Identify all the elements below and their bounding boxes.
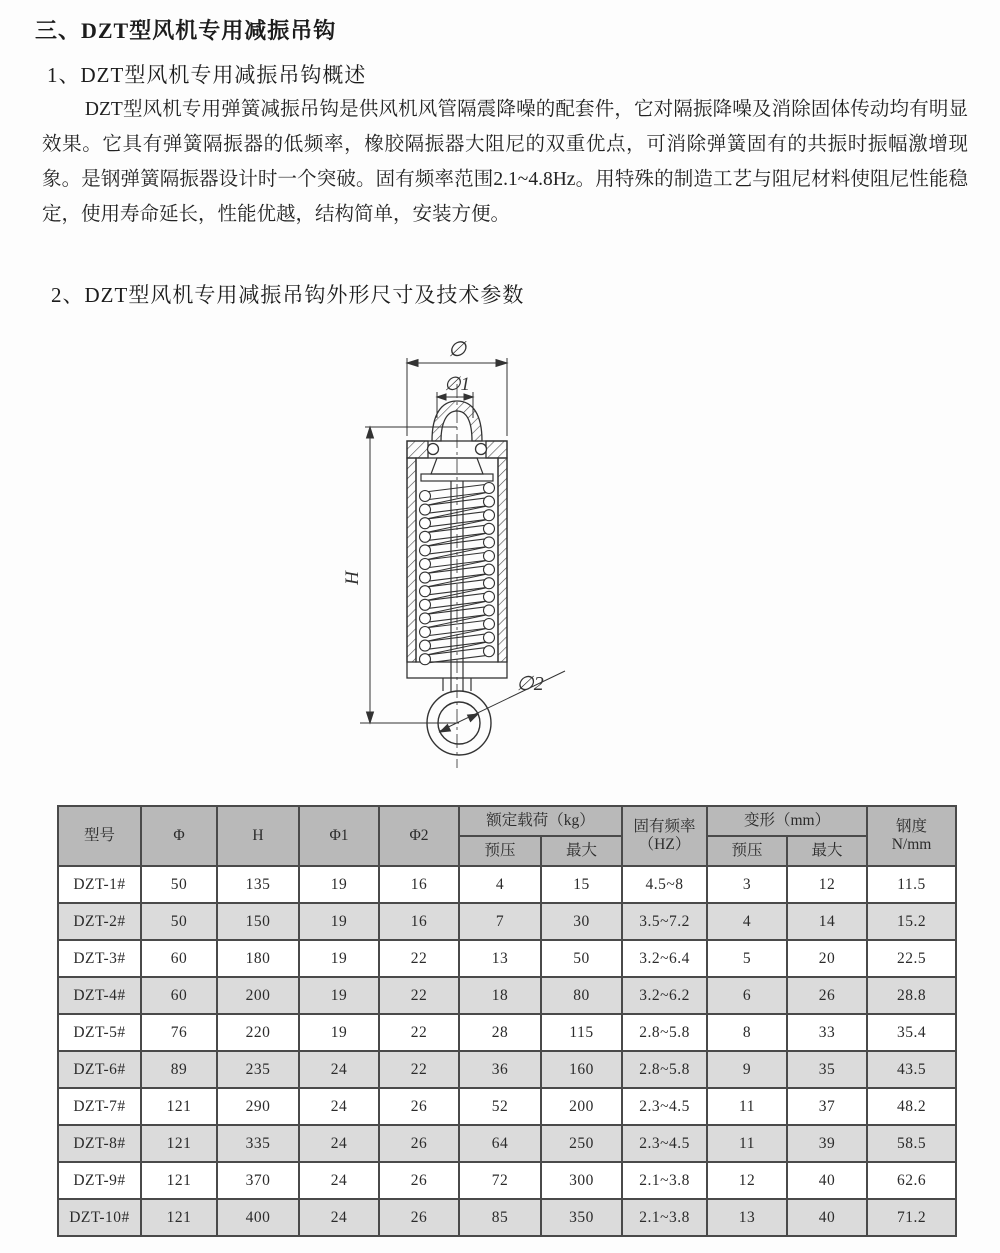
- col-header-load-max: 最大: [541, 836, 622, 866]
- table-cell: 80: [541, 977, 622, 1014]
- table-cell: 24: [299, 1162, 379, 1199]
- table-cell: 13: [459, 940, 541, 977]
- table-cell: 2.8~5.8: [622, 1051, 707, 1088]
- table-cell: 121: [141, 1125, 217, 1162]
- table-cell: 350: [541, 1199, 622, 1236]
- table-cell: 24: [299, 1199, 379, 1236]
- table-cell: 50: [141, 903, 217, 940]
- table-cell: 72: [459, 1162, 541, 1199]
- table-cell: 9: [707, 1051, 787, 1088]
- col-header-phi2: Φ2: [379, 806, 459, 866]
- table-cell: 28: [459, 1014, 541, 1051]
- table-cell: 4: [459, 866, 541, 903]
- col-header-phi: Φ: [141, 806, 217, 866]
- table-cell: 22.5: [867, 940, 956, 977]
- table-cell: 2.1~3.8: [622, 1199, 707, 1236]
- table-cell: 24: [299, 1125, 379, 1162]
- table-row: [58, 977, 956, 1014]
- table-cell: 50: [141, 866, 217, 903]
- table-cell: 370: [217, 1162, 299, 1199]
- table-cell: 64: [459, 1125, 541, 1162]
- table-cell: 19: [299, 866, 379, 903]
- table-cell: 2.1~3.8: [622, 1162, 707, 1199]
- table-cell: 2.3~4.5: [622, 1125, 707, 1162]
- col-header-natural-frequency: 固有频率 （HZ）: [622, 806, 707, 866]
- table-cell: 235: [217, 1051, 299, 1088]
- table-cell: 121: [141, 1162, 217, 1199]
- col-header-def-max: 最大: [787, 836, 867, 866]
- table-cell: 22: [379, 1051, 459, 1088]
- table-row: [58, 1051, 956, 1088]
- section1-heading: 1、DZT型风机专用减振吊钩概述: [47, 63, 367, 87]
- table-cell: 8: [707, 1014, 787, 1051]
- table-cell: DZT-3#: [58, 940, 141, 977]
- table-cell: 290: [217, 1088, 299, 1125]
- col-header-deformation: 变形（mm）: [707, 806, 867, 836]
- table-cell: 12: [707, 1162, 787, 1199]
- table-cell: 135: [217, 866, 299, 903]
- table-cell: 48.2: [867, 1088, 956, 1125]
- table-cell: 40: [787, 1199, 867, 1236]
- table-cell: 300: [541, 1162, 622, 1199]
- table-cell: 11.5: [867, 866, 956, 903]
- dim-label-phi2: ∅2: [516, 673, 544, 695]
- col-header-model: 型号: [58, 806, 141, 866]
- table-cell: 4.5~8: [622, 866, 707, 903]
- table-cell: 39: [787, 1125, 867, 1162]
- col-header-load-preload: 预压: [459, 836, 541, 866]
- table-row: [58, 1199, 956, 1236]
- table-cell: 12: [787, 866, 867, 903]
- col-header-rated-load: 额定载荷（kg）: [459, 806, 622, 836]
- table-cell: 16: [379, 903, 459, 940]
- table-cell: 36: [459, 1051, 541, 1088]
- table-cell: 3: [707, 866, 787, 903]
- table-cell: 5: [707, 940, 787, 977]
- table-cell: 26: [379, 1125, 459, 1162]
- table-cell: 150: [217, 903, 299, 940]
- table-cell: 24: [299, 1088, 379, 1125]
- table-cell: 60: [141, 940, 217, 977]
- table-cell: 16: [379, 866, 459, 903]
- table-cell: 19: [299, 903, 379, 940]
- table-cell: 6: [707, 977, 787, 1014]
- table-cell: 180: [217, 940, 299, 977]
- dim-label-phi: ∅: [447, 337, 467, 361]
- table-cell: 15: [541, 866, 622, 903]
- table-cell: DZT-4#: [58, 977, 141, 1014]
- table-cell: 62.6: [867, 1162, 956, 1199]
- table-row: [58, 940, 956, 977]
- table-row: [58, 1088, 956, 1125]
- table-cell: 7: [459, 903, 541, 940]
- table-row: [58, 1162, 956, 1199]
- spec-table-header: [58, 806, 956, 866]
- spec-table-body: [58, 866, 956, 1236]
- table-cell: 15.2: [867, 903, 956, 940]
- section1-paragraph: DZT型风机专用弹簧减振吊钩是供风机风管隔震降噪的配套件，它对隔振降噪及消除固体传动均有明显效果。它具有弹簧隔振器的低频率，橡胶隔振器大阻尼的双重优点，可消除弹簧固有的共振时振幅激增现象。是钢弹簧隔振器设计时一个突破。固有频率范围2.1~4.8Hz。用特殊的制造工艺与阻尼材料使阻尼性能稳定，使用寿命延长，性能优越，结构简单，安装方便。: [42, 99, 968, 225]
- table-cell: 58.5: [867, 1125, 956, 1162]
- table-cell: 13: [707, 1199, 787, 1236]
- table-cell: DZT-7#: [58, 1088, 141, 1125]
- col-header-h: H: [217, 806, 299, 866]
- table-cell: 26: [379, 1199, 459, 1236]
- table-cell: 200: [217, 977, 299, 1014]
- table-cell: 26: [379, 1088, 459, 1125]
- table-cell: 22: [379, 1014, 459, 1051]
- table-cell: 33: [787, 1014, 867, 1051]
- table-cell: 18: [459, 977, 541, 1014]
- col-header-stiffness: 钢度 N/mm: [867, 806, 956, 866]
- table-cell: 11: [707, 1125, 787, 1162]
- damper-diagram: [320, 328, 690, 783]
- table-cell: 28.8: [867, 977, 956, 1014]
- table-row: [58, 903, 956, 940]
- col-header-def-preload: 预压: [707, 836, 787, 866]
- page-title: 三、DZT型风机专用减振吊钩: [35, 18, 337, 43]
- table-cell: 22: [379, 940, 459, 977]
- table-cell: 19: [299, 940, 379, 977]
- table-cell: 26: [379, 1162, 459, 1199]
- table-cell: 24: [299, 1051, 379, 1088]
- technical-drawing: [320, 328, 690, 783]
- section2-heading: 2、DZT型风机专用减振吊钩外形尺寸及技术参数: [51, 283, 525, 307]
- col-header-phi1: Φ1: [299, 806, 379, 866]
- table-cell: 4: [707, 903, 787, 940]
- table-cell: 35: [787, 1051, 867, 1088]
- table-cell: 40: [787, 1162, 867, 1199]
- table-cell: 220: [217, 1014, 299, 1051]
- table-cell: DZT-8#: [58, 1125, 141, 1162]
- table-cell: 76: [141, 1014, 217, 1051]
- table-row: [58, 866, 956, 903]
- table-cell: 26: [787, 977, 867, 1014]
- table-cell: 37: [787, 1088, 867, 1125]
- table-cell: 3.5~7.2: [622, 903, 707, 940]
- table-cell: 14: [787, 903, 867, 940]
- table-cell: 3.2~6.4: [622, 940, 707, 977]
- table-cell: 121: [141, 1088, 217, 1125]
- table-cell: 35.4: [867, 1014, 956, 1051]
- table-cell: 335: [217, 1125, 299, 1162]
- table-cell: 89: [141, 1051, 217, 1088]
- table-cell: 85: [459, 1199, 541, 1236]
- table-cell: 121: [141, 1199, 217, 1236]
- table-cell: 43.5: [867, 1051, 956, 1088]
- table-cell: 30: [541, 903, 622, 940]
- table-cell: 20: [787, 940, 867, 977]
- table-cell: DZT-2#: [58, 903, 141, 940]
- table-cell: 11: [707, 1088, 787, 1125]
- table-cell: 19: [299, 977, 379, 1014]
- coil-spring: [420, 483, 495, 665]
- table-cell: DZT-6#: [58, 1051, 141, 1088]
- table-row: [58, 1014, 956, 1051]
- spec-table: [57, 805, 957, 1237]
- table-cell: DZT-10#: [58, 1199, 141, 1236]
- table-cell: DZT-5#: [58, 1014, 141, 1051]
- dim-label-height: H: [342, 571, 363, 585]
- table-cell: DZT-9#: [58, 1162, 141, 1199]
- table-cell: 52: [459, 1088, 541, 1125]
- table-cell: 22: [379, 977, 459, 1014]
- table-cell: 3.2~6.2: [622, 977, 707, 1014]
- table-cell: 115: [541, 1014, 622, 1051]
- table-cell: DZT-1#: [58, 866, 141, 903]
- table-cell: 50: [541, 940, 622, 977]
- table-cell: 71.2: [867, 1199, 956, 1236]
- table-cell: 160: [541, 1051, 622, 1088]
- table-cell: 250: [541, 1125, 622, 1162]
- table-cell: 2.3~4.5: [622, 1088, 707, 1125]
- table-row: [58, 1125, 956, 1162]
- table-cell: 200: [541, 1088, 622, 1125]
- table-cell: 2.8~5.8: [622, 1014, 707, 1051]
- table-cell: 19: [299, 1014, 379, 1051]
- dim-label-phi1: ∅1: [443, 374, 471, 395]
- table-cell: 400: [217, 1199, 299, 1236]
- table-cell: 60: [141, 977, 217, 1014]
